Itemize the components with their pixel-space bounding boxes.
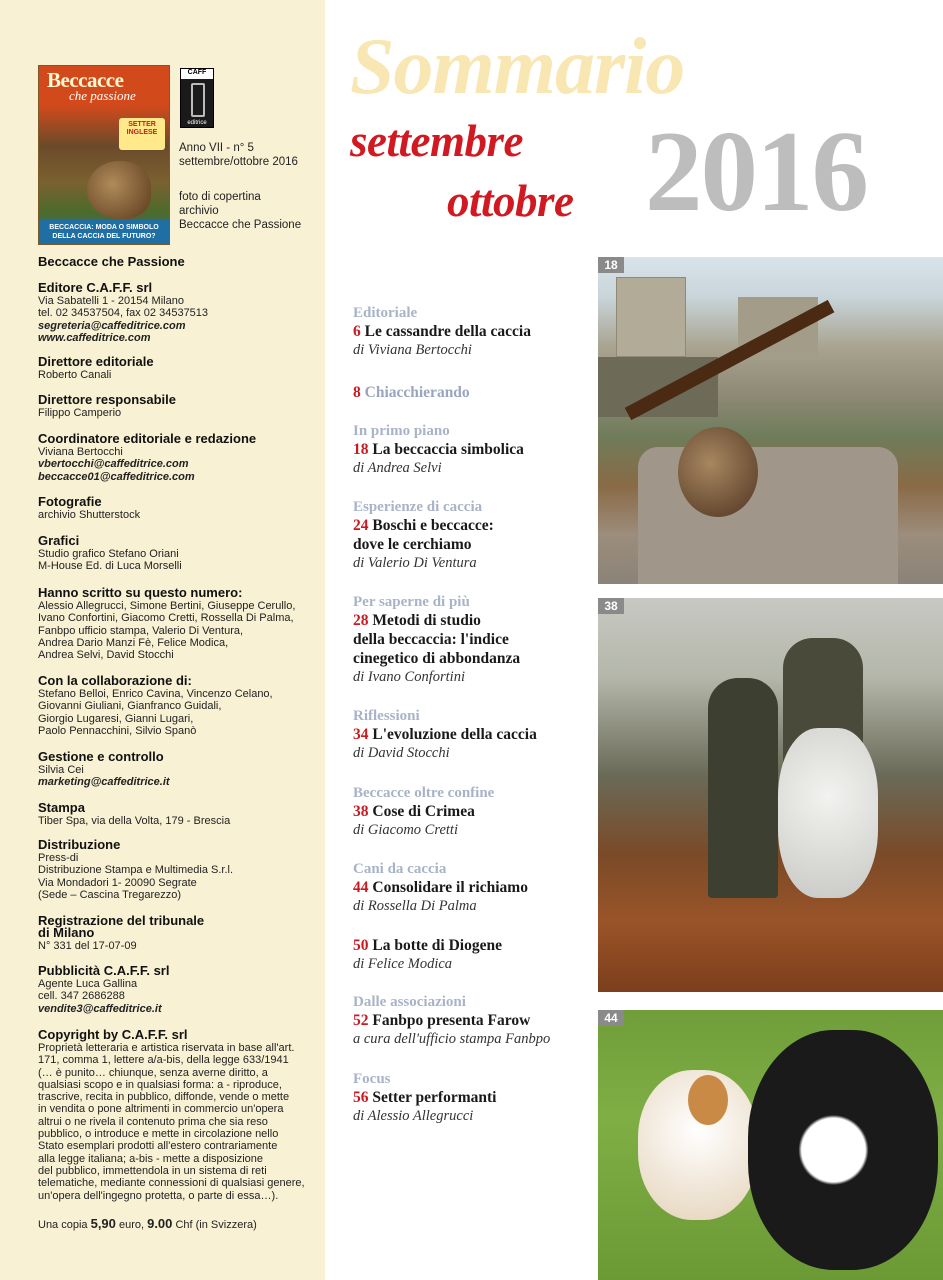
section-heading: di Milano — [38, 925, 95, 940]
copyright-line: (… è punito… chiunque, senza averne diritto, a — [38, 1066, 268, 1079]
cover-title: Beccacce — [47, 68, 124, 92]
toc-section: Editoriale — [353, 305, 418, 321]
author-list-line: Alessio Allegrucci, Simone Bertini, Giuseppe Cerullo, — [38, 600, 296, 612]
price-suffix: Chf (in Svizzera) — [172, 1219, 257, 1231]
toc-page-number: 44 — [353, 879, 369, 896]
copyright-line: telematiche, mediante connessioni di qualsiasi genere, — [38, 1177, 305, 1190]
toc-entry — [353, 860, 598, 915]
section-heading: Hanno scritto su questo numero: — [38, 585, 243, 600]
toc-article — [353, 440, 598, 459]
caff-publisher-logo — [180, 68, 214, 128]
toc-title: La botte di Diogene — [372, 937, 502, 954]
logo-mark — [191, 83, 205, 117]
section-heading: Con la collaborazione di: — [38, 673, 192, 688]
colophon-dir-resp — [38, 393, 322, 419]
copyright-line: un'opera dell'ingegno protetta, o parte di essa…). — [38, 1189, 279, 1202]
toc-article — [353, 1011, 613, 1030]
section-heading: Grafici — [38, 533, 80, 548]
toc-entry — [353, 304, 598, 359]
author-list-line: Fanbpo ufficio stampa, Valerio Di Ventura, — [38, 624, 244, 637]
woodcock-image — [87, 161, 151, 219]
toc-article — [353, 516, 598, 535]
photo-page-number: 38 — [598, 598, 624, 614]
section-heading: Registrazione del tribunale — [38, 913, 205, 928]
toc-entry — [353, 593, 598, 686]
toc-title: Setter performanti — [372, 1089, 497, 1106]
toc-section: Cani da caccia — [353, 861, 447, 877]
toc-article — [353, 802, 598, 821]
toc-section: Dalle associazioni — [353, 994, 466, 1010]
toc-article — [353, 725, 598, 744]
colophon-distrib — [38, 838, 322, 901]
toc-page-number: 34 — [353, 726, 369, 743]
colophon-grafici — [38, 534, 322, 573]
registration-number: N° 331 del 17-07-09 — [38, 940, 137, 952]
page-title: Sommario — [350, 23, 685, 111]
colophon-stampa — [38, 801, 322, 827]
cover-badge: SETTER INGLESE — [119, 118, 165, 150]
copyright-line: altrui o ne rivela il contenuto prima che sia reso — [38, 1115, 268, 1128]
copyright-line: qualsiasi scopo e in qualsiasi forma: a - riproduce, — [38, 1078, 282, 1091]
distrib-line: Press-di — [38, 852, 79, 864]
toc-title-cont: dove le cerchiamo — [353, 536, 472, 553]
distrib-line: Distribuzione Stampa e Multimedia S.r.l. — [38, 864, 234, 877]
issue-number: Anno VII - n° 5 — [179, 142, 254, 154]
toc-article — [353, 322, 598, 341]
water — [598, 357, 718, 417]
price-prefix: Una copia — [38, 1219, 91, 1231]
toc-section: In primo piano — [353, 423, 450, 439]
colophon-column — [0, 0, 325, 1280]
credit: archivio Shutterstock — [38, 509, 141, 521]
dog-ear — [688, 1075, 728, 1125]
author-list-line: Ivano Confortini, Giacomo Cretti, Rossella Di Palma, — [38, 612, 294, 625]
border-collie — [748, 1030, 938, 1270]
issue-date: settembre/ottobre 2016 — [179, 156, 298, 168]
toc-author: a cura dell'ufficio stampa Fanbpo — [353, 1031, 551, 1047]
collab-list-line: Giorgio Lugaresi, Gianni Lugari, — [38, 712, 194, 725]
copyright-line: Stato esemplari prodotti all'estero contrariamente — [38, 1140, 278, 1153]
toc-title: La beccaccia simbolica — [372, 441, 524, 458]
toc-page-number: 56 — [353, 1089, 369, 1106]
photo-hunters-dog — [598, 598, 943, 992]
toc-section: Per saperne di più — [353, 594, 470, 610]
person-name: Roberto Canali — [38, 369, 112, 381]
cover-credit-line: foto di copertina — [179, 191, 261, 203]
toc-entry — [353, 383, 598, 402]
copyright-line: alla legge italiana; a-bis - mette a disposizione — [38, 1152, 264, 1165]
rock — [638, 447, 898, 584]
toc-entry — [353, 993, 613, 1048]
toc-author: di David Stocchi — [353, 745, 450, 761]
copyright-line: 171, comma 1, lettere a/a-bis, della legge 633/1941 — [38, 1054, 289, 1067]
cover-subtitle: che passione — [69, 88, 136, 103]
toc-page-number: 52 — [353, 1012, 369, 1029]
toc-author: di Viviana Bertocchi — [353, 342, 472, 358]
web-link: www.caffeditrice.com — [38, 331, 151, 344]
collab-list-line: Stefano Belloi, Enrico Cavina, Vincenzo Celano, — [38, 688, 273, 700]
person-name: Filippo Camperio — [38, 407, 122, 419]
toc-article — [353, 878, 598, 897]
toc-entry — [353, 707, 598, 762]
distrib-line: Via Mondadori 1- 20090 Segrate — [38, 876, 197, 889]
copyright-line: Proprietà letteraria e artistica riservata in base all'art. — [38, 1042, 295, 1054]
person-name: Silvia Cei — [38, 764, 84, 776]
email-link: vendite3@caffeditrice.it — [38, 1002, 162, 1015]
distrib-line: (Sede – Cascina Tregarezzo) — [38, 888, 182, 901]
email-link: segreteria@caffeditrice.com — [38, 319, 186, 332]
toc-author: di Rossella Di Palma — [353, 898, 477, 914]
toc-title: Le cassandre della caccia — [364, 323, 531, 340]
toc-title-cont: cinegetico di abbondanza — [353, 650, 521, 667]
cover-credit-line: Beccacce che Passione — [179, 219, 302, 231]
agent-name: Agente Luca Gallina — [38, 978, 138, 990]
cover-credit — [179, 190, 301, 232]
toc-title: Consolidare il richiamo — [372, 879, 528, 896]
logo-bottom-text: editrice — [187, 120, 207, 126]
section-heading: Gestione e controllo — [38, 749, 164, 764]
toc-author: di Ivano Confortini — [353, 669, 465, 685]
price-euro: 5,90 — [90, 1216, 116, 1231]
section-heading: Direttore editoriale — [38, 354, 154, 369]
cover-credit-line: archivio — [179, 205, 219, 217]
toc-title: Fanbpo presenta Farow — [372, 1012, 531, 1029]
phone: tel. 02 34537504, fax 02 34537513 — [38, 307, 209, 320]
colophon-dir-ed — [38, 355, 322, 381]
price-mid: euro, — [115, 1219, 148, 1231]
credit: Studio grafico Stefano Oriani — [38, 548, 179, 560]
colophon-gestione — [38, 750, 322, 789]
author-list-line: Andrea Selvi, David Stocchi — [38, 649, 174, 662]
toc-title: L'evoluzione della caccia — [372, 726, 537, 743]
toc-section: Beccacce oltre confine — [353, 785, 495, 801]
copyright-line: in vendita o pone altrimenti in commercio un'opera — [38, 1103, 284, 1116]
price-chf: 9.00 — [147, 1216, 173, 1231]
toc-page-number: 38 — [353, 803, 369, 820]
toc-author: di Andrea Selvi — [353, 460, 442, 476]
toc-page-number: 24 — [353, 517, 369, 534]
person-name: Viviana Bertocchi — [38, 446, 123, 458]
photo-page-number: 18 — [598, 257, 624, 273]
cover-banner: BECCACCIA: MODA O SIMBOLO DELLA CACCIA DEL FUTURO? — [39, 220, 169, 244]
toc-author: di Felice Modica — [353, 956, 453, 972]
colophon-magazine — [38, 255, 322, 269]
photo-two-dogs — [598, 1010, 943, 1280]
email-link: beccacce01@caffeditrice.com — [38, 470, 195, 483]
magazine-name: Beccacce che Passione — [38, 254, 185, 269]
logo-top-text: CAFF — [181, 69, 213, 79]
toc-title: Chiacchierando — [364, 384, 470, 401]
section-heading: Pubblicità C.A.F.F. srl — [38, 963, 170, 978]
author-list-line: Andrea Dario Manzi Fè, Felice Modica, — [38, 636, 229, 649]
toc-author: di Giacomo Cretti — [353, 822, 458, 838]
colophon-authors — [38, 586, 322, 661]
colophon-copyright — [38, 1028, 322, 1202]
email-link: marketing@caffeditrice.it — [38, 776, 170, 789]
section-heading: Coordinatore editoriale e redazione — [38, 431, 257, 446]
toc-entry — [353, 498, 598, 572]
email-link: vbertocchi@caffeditrice.com — [38, 458, 189, 471]
section-heading: Copyright by C.A.F.F. srl — [38, 1027, 188, 1042]
title-year: 2016 — [645, 108, 867, 235]
toc-page-number: 28 — [353, 612, 369, 629]
printer: Tiber Spa, via della Volta, 179 - Brescia — [38, 815, 231, 827]
photo-page-number: 44 — [598, 1010, 624, 1026]
toc-title: Metodi di studio — [372, 612, 481, 629]
copyright-line: del pubblico, immettendola in un sistema di reti — [38, 1164, 267, 1177]
collab-list-line: Giovanni Giuliani, Gianfranco Guidali, — [38, 700, 222, 713]
toc-title-cont: della beccaccia: l'indice — [353, 631, 509, 648]
colophon-coord — [38, 432, 322, 483]
photo-woodcock-hunt — [598, 257, 943, 584]
hunting-dog — [778, 728, 878, 898]
toc-page-number: 50 — [353, 937, 369, 954]
copyright-line: trascrive, recita in pubblico, diffonde, vende o mette — [38, 1091, 290, 1104]
toc-entry — [353, 422, 598, 477]
colophon-editor — [38, 281, 322, 344]
phone: cell. 347 2686288 — [38, 990, 125, 1003]
toc-article — [353, 611, 598, 630]
address: Via Sabatelli 1 - 20154 Milano — [38, 295, 184, 307]
hunter — [708, 678, 778, 898]
toc-section: Esperienze di caccia — [353, 499, 483, 515]
woodcock — [678, 427, 758, 517]
colophon-registrazione — [38, 914, 322, 952]
toc-title: Cose di Crimea — [372, 803, 475, 820]
colophon-pubblicita — [38, 964, 322, 1015]
toc-author: di Valerio Di Ventura — [353, 555, 477, 571]
toc-page-number: 6 — [353, 323, 361, 340]
toc-article — [353, 1088, 598, 1107]
toc-entry — [353, 936, 598, 973]
colophon-collab — [38, 674, 322, 737]
colophon-foto — [38, 495, 322, 521]
title-month-2: ottobre — [447, 176, 574, 226]
issue-info — [179, 141, 298, 169]
section-heading: Editore C.A.F.F. srl — [38, 280, 153, 295]
credit: M-House Ed. di Luca Morselli — [38, 560, 182, 573]
section-heading: Fotografie — [38, 494, 102, 509]
toc-article — [353, 383, 598, 402]
section-heading: Stampa — [38, 800, 85, 815]
title-month-1: settembre — [350, 116, 523, 166]
price-line — [38, 1218, 322, 1231]
copyright-line: pubblico, o introduce e mette in circolazione nello — [38, 1128, 279, 1141]
toc-entry — [353, 1070, 598, 1125]
toc-section: Focus — [353, 1071, 391, 1087]
toc-section: Riflessioni — [353, 708, 420, 724]
toc-article — [353, 936, 598, 955]
stone-ruin — [616, 277, 686, 357]
section-heading: Direttore responsabile — [38, 392, 176, 407]
toc-title: Boschi e beccacce: — [372, 517, 494, 534]
toc-page-number: 18 — [353, 441, 369, 458]
collab-list-line: Paolo Pennacchini, Silvio Spanò — [38, 724, 197, 737]
section-heading: Distribuzione — [38, 837, 121, 852]
toc-author: di Alessio Allegrucci — [353, 1108, 474, 1124]
toc-entry — [353, 784, 598, 839]
magazine-cover-image — [38, 65, 170, 245]
toc-page-number: 8 — [353, 384, 361, 401]
